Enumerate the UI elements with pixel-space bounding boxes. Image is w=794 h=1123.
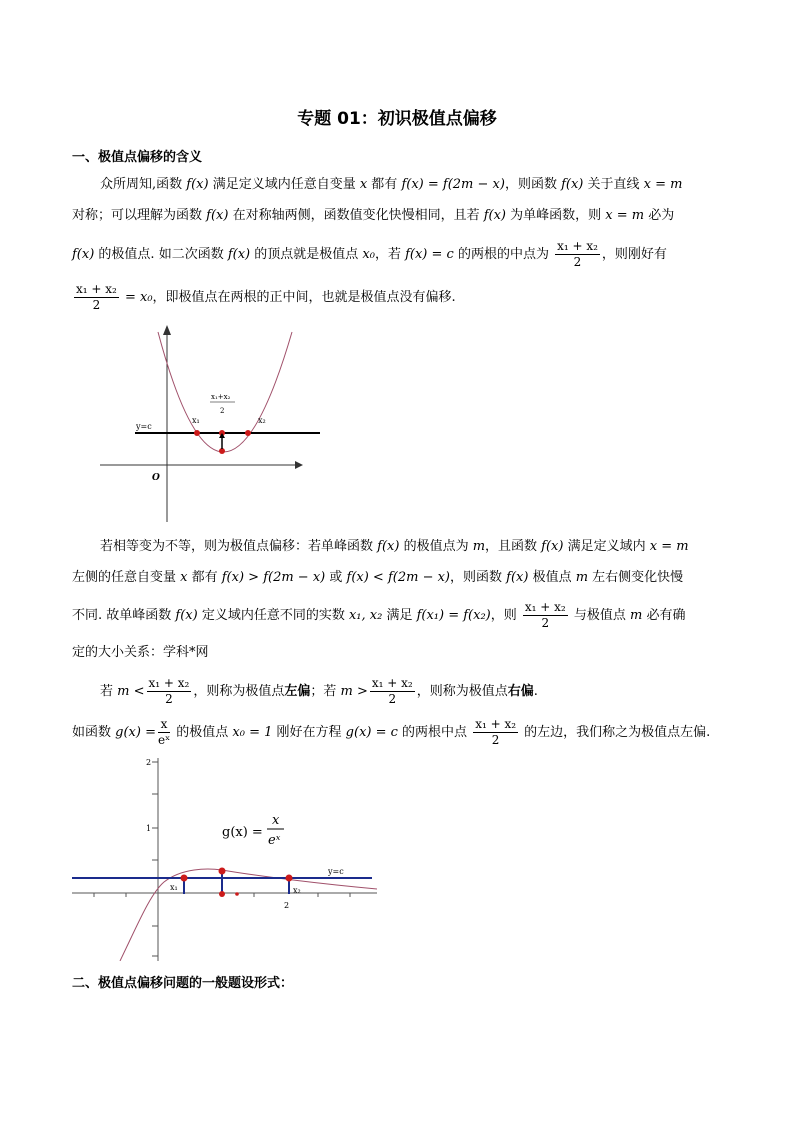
para2-line4: 定的大小关系：学科*网 bbox=[72, 645, 209, 660]
midpoint-foot-point bbox=[235, 892, 239, 896]
page-title: 专题 01：初识极值点偏移 bbox=[297, 109, 497, 129]
gx-graph bbox=[72, 756, 377, 961]
y-tick-label-1: 1 bbox=[146, 824, 152, 833]
root-point-x2 bbox=[245, 430, 251, 436]
root-point-x1 bbox=[181, 875, 188, 882]
extremum-foot-point bbox=[219, 891, 225, 897]
para1-line1: 众所周知,函数 f(x) 满足定义域内任意自变量 x 都有 f(x) = f(2m − x)，则函数 f(x) 关于直线 x = m bbox=[100, 177, 683, 192]
para2-line3: 不同. 故单峰函数 f(x) 定义域内任意不同的实数 x₁, x₂ 满足 f(x₁) = f(x₂)，则 $\frac{\text{x₁ + x₂}}{2}$ 与极值点 m 必有确 bbox=[72, 600, 686, 630]
formula-lhs: g(x) = bbox=[222, 825, 263, 840]
para4: 如函数 g(x) = $\frac{x}{\text{eˣ}}$ 的极值点 x₀ = 1 刚好在方程 g(x) = c 的两根中点 $\frac{\text{x₁ + x₂}}{2}$ 的左边，我们称之为极值点左偏. bbox=[72, 717, 711, 747]
origin-label: O bbox=[152, 473, 160, 483]
yc-label: y=c bbox=[328, 867, 344, 876]
para2-line2: 左侧的任意自变量 x 都有 f(x) > f(2m − x) 或 f(x) < f(2m − x)，则函数 f(x) 极值点 m 左右侧变化快慢 bbox=[72, 570, 684, 585]
fraction-midpoint: $\frac{\text{x₁ + x₂}}{2}$ bbox=[148, 676, 190, 706]
parabola-graph bbox=[100, 322, 330, 522]
mid-num-label: x₁+x₂ bbox=[211, 393, 231, 401]
yc-label: y=c bbox=[136, 422, 152, 431]
x1-label: x₁ bbox=[170, 883, 178, 892]
x2-label: x₂ bbox=[258, 416, 266, 425]
section-heading-1: 一、极值点偏移的含义 bbox=[72, 150, 203, 165]
x1-label: x₁ bbox=[192, 416, 200, 425]
fraction-g: $\frac{x}{\text{eˣ}}$ bbox=[157, 717, 171, 747]
fraction-midpoint: $\frac{\text{x₁ + x₂}}{2}$ bbox=[371, 676, 413, 706]
root-point-x2 bbox=[286, 875, 293, 882]
fraction-midpoint: $\frac{\text{x₁ + x₂}}{2}$ bbox=[76, 282, 117, 312]
fraction-midpoint: $\frac{\text{x₁ + x₂}}{2}$ bbox=[524, 600, 566, 630]
fraction-midpoint: $\frac{\text{x₁ + x₂}}{2}$ bbox=[475, 717, 517, 747]
mid-den-label: 2 bbox=[220, 407, 225, 415]
para1-line3: f(x) 的极值点. 如二次函数 f(x) 的顶点就是极值点 x₀，若 f(x) = c 的两根的中点为 $\frac{\text{x₁ + x₂}}{2}$ ，则刚好有 bbox=[72, 239, 667, 269]
x2-label: x₂ bbox=[293, 886, 301, 895]
left-bias-term: 左偏 bbox=[284, 684, 311, 699]
formula-num: x bbox=[272, 813, 280, 828]
formula-den: eˣ bbox=[268, 833, 281, 848]
x-tick-label-2: 2 bbox=[284, 901, 290, 910]
fraction-midpoint: $\frac{\text{x₁ + x₂}}{2}$ bbox=[557, 239, 598, 269]
section-heading-2: 二、极值点偏移问题的一般题设形式： bbox=[72, 976, 294, 991]
root-point-x1 bbox=[194, 430, 200, 436]
para1-line4: $\frac{\text{x₁ + x₂}}{2}$ = x₀，即极值点在两根的正中间，也就是极值点没有偏移. bbox=[76, 282, 456, 312]
y-axis-arrow-icon bbox=[163, 325, 171, 335]
para2-line1: 若相等变为不等，则为极值点偏移：若单峰函数 f(x) 的极值点为 m，且函数 f(x) 满足定义域内 x = m bbox=[100, 539, 689, 554]
x-axis-arrow-icon bbox=[295, 461, 303, 469]
peak-point bbox=[219, 868, 226, 875]
para1-line2: 对称；可以理解为函数 f(x) 在对称轴两侧，函数值变化快慢相同，且若 f(x) 为单峰函数，则 x = m 必为 bbox=[72, 208, 675, 223]
y-tick-label-2: 2 bbox=[146, 758, 152, 767]
right-bias-term: 右偏 bbox=[507, 684, 534, 699]
gx-curve bbox=[120, 869, 377, 961]
para3: 若 m < $\frac{\text{x₁ + x₂}}{2}$ ，则称为极值点左偏；若 m > $\frac{\text{x₁ + x₂}}{2}$ ，则称为极值点右偏. bbox=[100, 676, 538, 706]
